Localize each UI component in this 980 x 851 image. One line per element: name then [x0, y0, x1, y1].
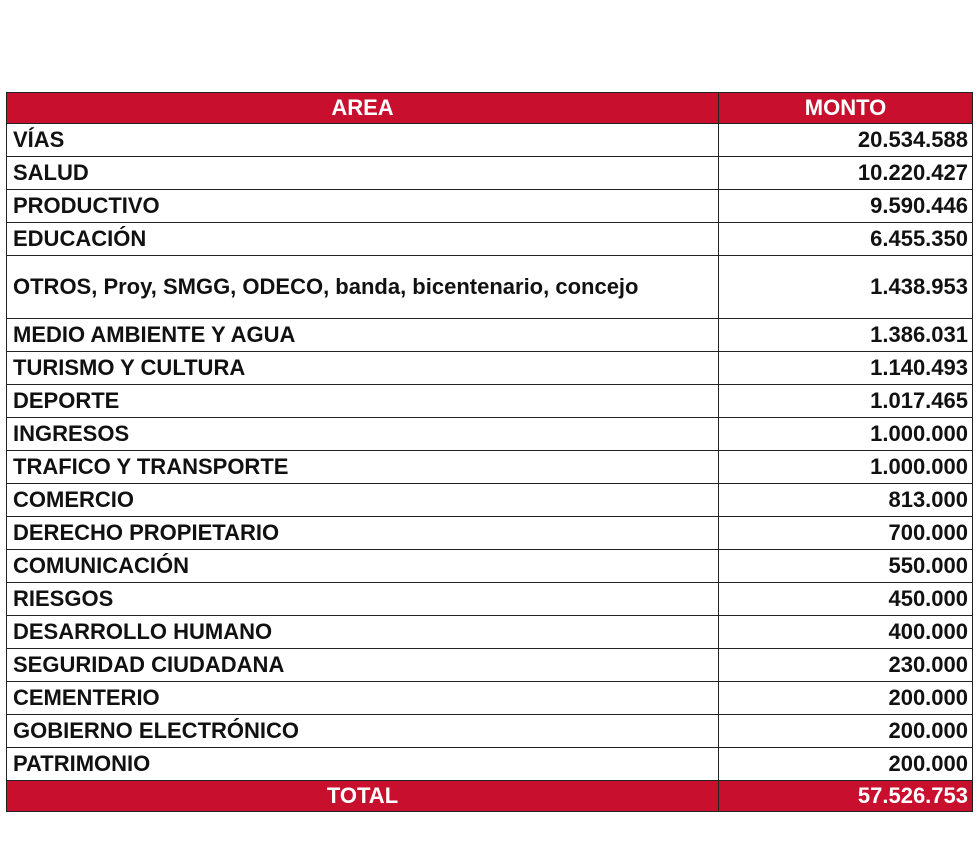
row-monto: 1.000.000	[719, 451, 973, 484]
row-monto: 550.000	[719, 550, 973, 583]
table-row	[7, 748, 973, 781]
row-area: COMUNICACIÓN	[7, 550, 719, 583]
table-row	[7, 418, 973, 451]
row-monto: 20.534.588	[719, 124, 973, 157]
header-area: AREA	[7, 93, 719, 124]
row-area: SALUD	[7, 157, 719, 190]
table-row	[7, 319, 973, 352]
table-row	[7, 157, 973, 190]
table-row	[7, 616, 973, 649]
row-monto: 10.220.427	[719, 157, 973, 190]
row-monto: 9.590.446	[719, 190, 973, 223]
row-monto: 200.000	[719, 682, 973, 715]
row-monto: 1.386.031	[719, 319, 973, 352]
budget-table	[6, 92, 973, 812]
table-row	[7, 682, 973, 715]
table-row	[7, 223, 973, 256]
table-row	[7, 256, 973, 319]
total-row	[7, 781, 973, 812]
row-area: DESARROLLO HUMANO	[7, 616, 719, 649]
row-area: OTROS, Proy, SMGG, ODECO, banda, bicentenario, concejo	[7, 256, 719, 319]
header-monto: MONTO	[719, 93, 973, 124]
table-row	[7, 352, 973, 385]
row-area: TRAFICO Y TRANSPORTE	[7, 451, 719, 484]
total-label: TOTAL	[7, 781, 719, 812]
row-monto: 700.000	[719, 517, 973, 550]
row-area: CEMENTERIO	[7, 682, 719, 715]
row-area: INGRESOS	[7, 418, 719, 451]
table-row	[7, 649, 973, 682]
row-area: PRODUCTIVO	[7, 190, 719, 223]
table-row	[7, 451, 973, 484]
row-monto: 230.000	[719, 649, 973, 682]
row-monto: 1.017.465	[719, 385, 973, 418]
row-area: DERECHO PROPIETARIO	[7, 517, 719, 550]
row-area: DEPORTE	[7, 385, 719, 418]
row-area: PATRIMONIO	[7, 748, 719, 781]
row-monto: 450.000	[719, 583, 973, 616]
table-row	[7, 583, 973, 616]
row-monto: 813.000	[719, 484, 973, 517]
row-monto: 200.000	[719, 748, 973, 781]
table-row	[7, 517, 973, 550]
row-monto: 1.438.953	[719, 256, 973, 319]
row-area: VÍAS	[7, 124, 719, 157]
table-header-row	[7, 93, 973, 124]
table-row	[7, 715, 973, 748]
row-monto: 1.140.493	[719, 352, 973, 385]
row-area: GOBIERNO ELECTRÓNICO	[7, 715, 719, 748]
row-monto: 400.000	[719, 616, 973, 649]
table-body	[7, 124, 973, 812]
row-monto: 6.455.350	[719, 223, 973, 256]
row-area: EDUCACIÓN	[7, 223, 719, 256]
table-row	[7, 484, 973, 517]
row-monto: 200.000	[719, 715, 973, 748]
row-area: TURISMO Y CULTURA	[7, 352, 719, 385]
row-area: MEDIO AMBIENTE Y AGUA	[7, 319, 719, 352]
row-area: RIESGOS	[7, 583, 719, 616]
row-area: SEGURIDAD CIUDADANA	[7, 649, 719, 682]
row-monto: 1.000.000	[719, 418, 973, 451]
table-row	[7, 385, 973, 418]
table-row	[7, 124, 973, 157]
row-area: COMERCIO	[7, 484, 719, 517]
table-row	[7, 190, 973, 223]
total-monto: 57.526.753	[719, 781, 973, 812]
budget-table-container	[6, 92, 972, 812]
table-row	[7, 550, 973, 583]
